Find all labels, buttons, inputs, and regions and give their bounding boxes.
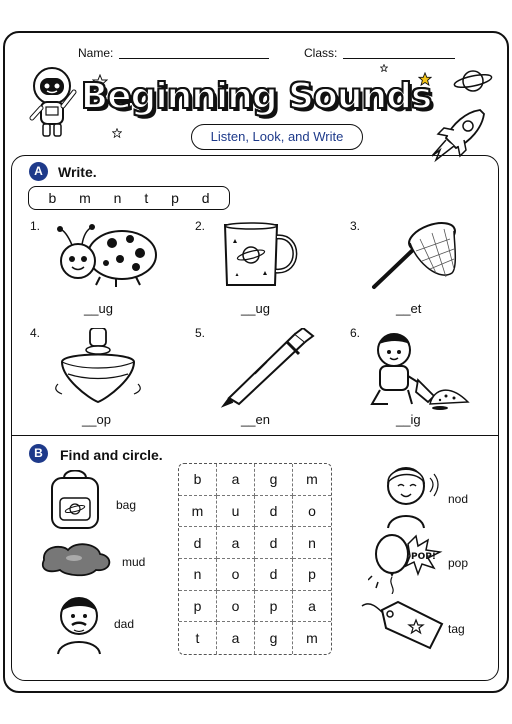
find-word: tag — [448, 622, 465, 636]
write-item-1 — [30, 219, 180, 319]
item-blank[interactable]: __ug — [84, 301, 113, 316]
class-line[interactable] — [343, 58, 455, 59]
item-number: 4. — [30, 326, 41, 340]
letter-bank-item: b — [48, 190, 57, 206]
man-face-icon — [48, 588, 110, 656]
item-number: 2. — [195, 219, 206, 233]
grid-cell[interactable]: o — [293, 496, 331, 528]
grid-cell[interactable]: d — [255, 527, 293, 559]
pen-icon — [215, 328, 325, 408]
page-title: Beginning Sounds — [80, 76, 432, 117]
grid-cell[interactable]: d — [179, 527, 217, 559]
grid-cell[interactable]: b — [179, 464, 217, 496]
backpack-icon — [44, 470, 106, 530]
item-blank[interactable]: __en — [241, 412, 270, 427]
grid-cell[interactable]: n — [179, 559, 217, 591]
name-field[interactable] — [78, 46, 269, 60]
letter-bank-item: p — [171, 190, 179, 206]
find-word: nod — [448, 492, 469, 506]
section-divider — [11, 435, 499, 436]
grid-cell[interactable]: a — [217, 527, 255, 559]
net-icon — [370, 221, 470, 291]
grid-cell[interactable]: m — [293, 464, 331, 496]
grid-cell[interactable]: g — [255, 464, 293, 496]
grid-cell[interactable]: a — [217, 622, 255, 654]
letter-bank-item: n — [113, 190, 122, 206]
mud-puddle-icon — [38, 538, 114, 578]
item-number: 5. — [195, 326, 206, 340]
star-icon — [112, 128, 122, 138]
grid-cell[interactable]: o — [217, 591, 255, 623]
item-blank[interactable]: __ig — [396, 412, 421, 427]
find-item-nod — [376, 458, 469, 535]
class-field[interactable] — [304, 46, 455, 60]
item-blank[interactable]: __ug — [241, 301, 270, 316]
name-line[interactable] — [119, 58, 269, 59]
class-label: Class: — [304, 46, 338, 60]
page-subtitle: Listen, Look, and Write — [191, 124, 363, 150]
grid-cell[interactable]: u — [217, 496, 255, 528]
grid-cell[interactable]: d — [255, 496, 293, 528]
find-word: dad — [114, 617, 135, 631]
name-label: Name: — [78, 46, 114, 60]
find-item-bag — [44, 470, 137, 535]
grid-cell[interactable]: p — [179, 591, 217, 623]
find-item-mud — [38, 538, 146, 583]
grid-cell[interactable]: n — [293, 527, 331, 559]
letter-bank — [28, 186, 230, 210]
word-search-grid — [178, 463, 332, 655]
section-a-badge: A — [29, 162, 48, 181]
spinning-top-icon — [50, 328, 150, 404]
grid-cell[interactable]: a — [293, 591, 331, 623]
grid-cell[interactable]: m — [306, 630, 318, 647]
pop-caption: POP! — [411, 552, 436, 562]
mug-icon — [221, 221, 307, 289]
find-word: pop — [448, 556, 469, 570]
find-word: bag — [116, 498, 137, 512]
grid-cell[interactable]: p — [293, 559, 331, 591]
find-item-dad — [48, 588, 135, 661]
section-a-title: Write. — [58, 164, 97, 180]
letter-bank-item: d — [201, 190, 210, 206]
grid-cell[interactable]: d — [255, 559, 293, 591]
ladybug-icon — [50, 221, 160, 287]
write-item-3 — [350, 219, 500, 319]
item-number: 1. — [30, 219, 41, 233]
grid-cell[interactable]: t — [179, 622, 217, 654]
grid-cell[interactable]: o — [217, 559, 255, 591]
write-item-4 — [30, 326, 180, 426]
item-number: 3. — [350, 219, 361, 233]
digging-child-icon — [354, 328, 474, 412]
find-word: mud — [122, 555, 146, 569]
popping-balloon-icon — [368, 532, 444, 594]
find-item-tag — [360, 598, 465, 657]
grid-cell[interactable]: m — [179, 496, 217, 528]
find-item-pop — [368, 532, 469, 599]
section-b-badge: B — [29, 444, 48, 463]
grid-cell[interactable]: g — [255, 622, 293, 654]
item-number: 6. — [350, 326, 361, 340]
write-item-2 — [195, 219, 345, 319]
write-item-6 — [350, 326, 500, 426]
price-tag-icon — [360, 598, 444, 652]
grid-cell[interactable]: p — [255, 591, 293, 623]
item-blank[interactable]: __op — [82, 412, 111, 427]
write-item-5 — [195, 326, 345, 426]
star-icon — [380, 64, 388, 72]
section-b-title: Find and circle. — [60, 447, 163, 463]
grid-cell[interactable]: a — [217, 464, 255, 496]
item-blank[interactable]: __et — [396, 301, 422, 316]
nodding-boy-icon — [376, 458, 440, 530]
letter-bank-item: t — [144, 190, 149, 206]
letter-bank-item: m — [79, 190, 91, 206]
